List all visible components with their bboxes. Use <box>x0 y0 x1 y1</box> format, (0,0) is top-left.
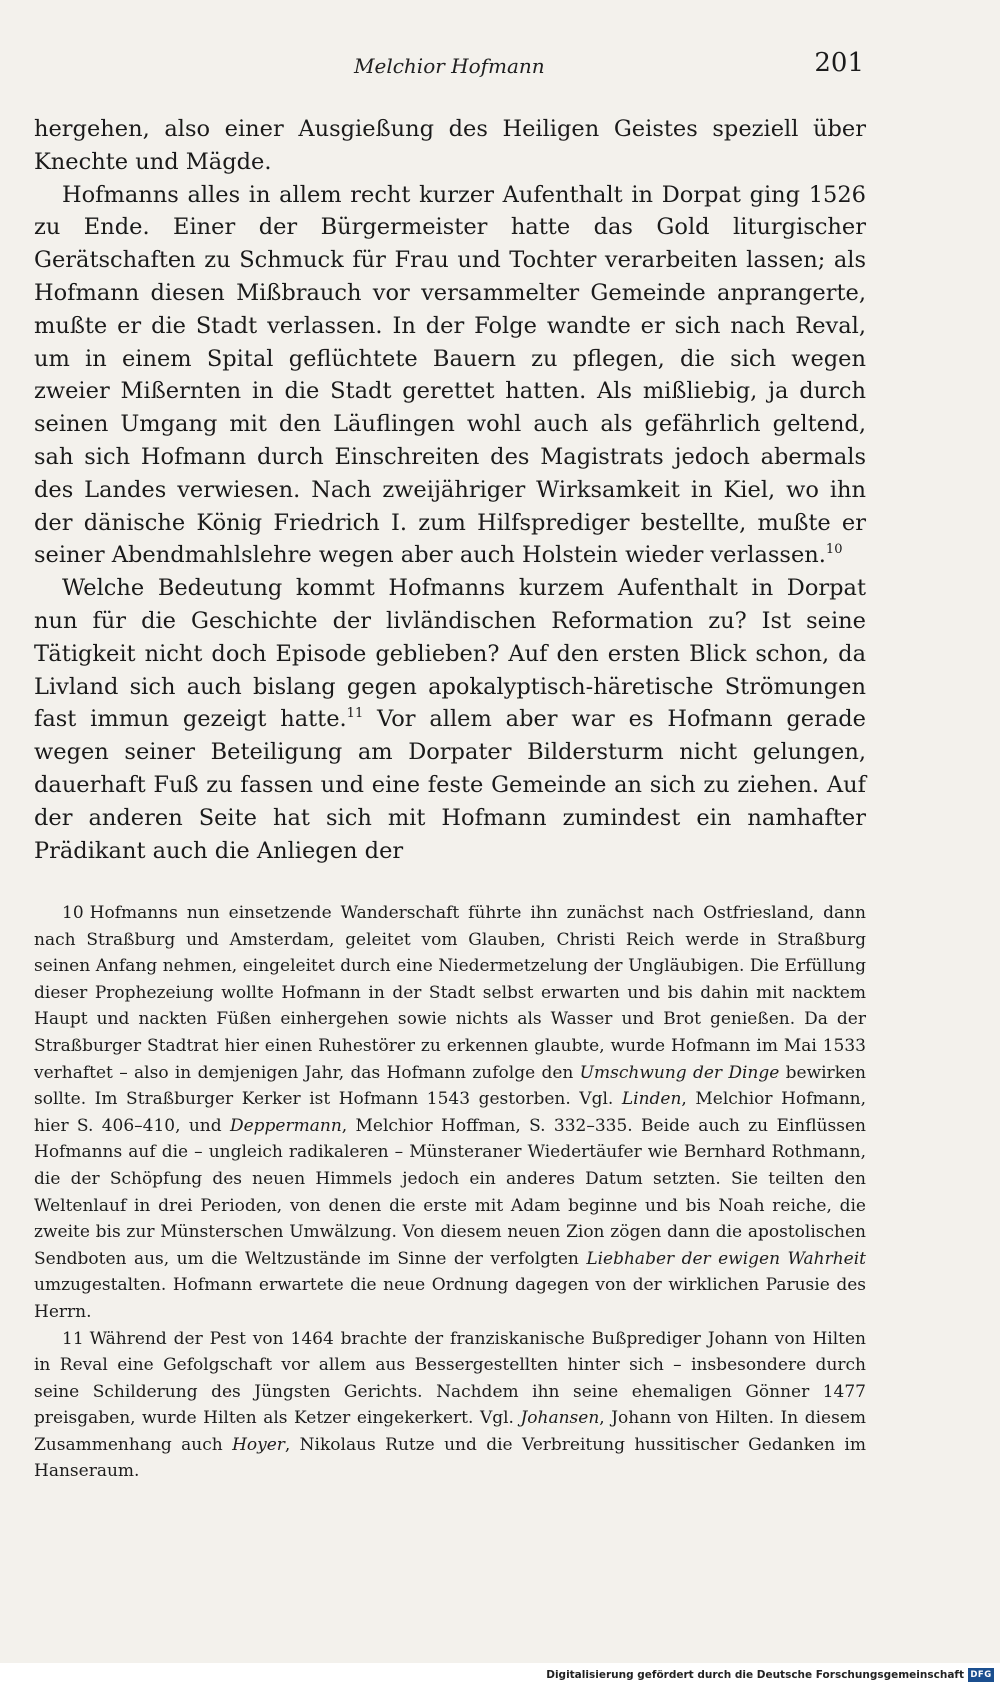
footnote-ref-10: 10 <box>825 542 843 558</box>
footnote-text: Hofmanns nun einsetzende Wanderschaft führte ihn zunächst nach Ostfriesland, dann nach Straßburg und Amsterdam, geleitet vom Glauben, Christi Reich werde in Straßburg seinen Anfang nehmen, eingeleitet durch eine Niedermetzelung der Ungläubigen. Die Erfüllung dieser Prophezeiung wollte Hofmann in der Stadt selbst erwarten und bis dahin mit nacktem Haupt und nackten Füßen einhergehen sowie nichts als Wasser und Brot genießen. Da der Straßburger Stadtrat hier einen Ruhestörer zu erkennen glaubte, wurde Hofmann im Mai 1533 verhaftet – also in demjenigen Jahr, das Hofmann zufolge den <box>34 903 866 1083</box>
dfg-logo-icon: DFG <box>968 1668 994 1682</box>
paragraph-3-text-a: Welche Bedeutung kommt Hofmanns kurzem Aufenthalt in Dorpat nun für die Geschichte der livländischen Reformation zu? Ist seine Tätigkeit nicht doch Episode geblieben? Auf den ersten Blick schon, da Livland sich auch bislang gegen apokalyptisch-häretische Strömungen fast immun gezeigt hatte. <box>34 575 866 733</box>
paragraph-2 <box>34 179 866 573</box>
dfg-funding-notice: Digitalisierung gefördert durch die Deutsche Forschungsgemeinschaft <box>546 1669 964 1681</box>
paragraph-2-text: Hofmanns alles in allem recht kurzer Aufenthalt in Dorpat ging 1526 zu Ende. Einer der Bürgermeister hatte das Gold liturgischer Gerätschaften zu Schmuck für Frau und Tochter verarbeiten lassen; als Hofmann diesen Mißbrauch vor versammelter Gemeinde anprangerte, mußte er die Stadt verlassen. In der Folge wandte er sich nach Reval, um in einem Spital geflüchtete Bauern zu pflegen, die sich wegen zweier Mißernten in die Stadt gerettet hatten. Als mißliebig, ja durch seinen Umgang mit den Läuflingen wohl auch als gefährlich geltend, sah sich Hofmann durch Einschreiten des Magistrats jedoch abermals des Landes verwiesen. Nach zweijähriger Wirksamkeit in Kiel, wo ihn der dänische König Friedrich I. zum Hilfsprediger bestellte, mußte er seiner Abendmahlslehre wegen aber auch Holstein wieder verlassen. <box>34 181 866 569</box>
footnotes <box>34 900 866 1485</box>
footnote-11 <box>34 1326 866 1486</box>
footnote-text: bewirken sollte. Im Straßburger Kerker ist Hofmann 1543 gestorben. Vgl. <box>34 1062 866 1110</box>
footnote-italic-text: Liebhaber der ewigen Wahrheit <box>586 1248 866 1269</box>
footnote-text: , Johann von Hilten. In diesem Zusammenhang auch <box>34 1408 867 1455</box>
paragraph-3-text-b: Vor allem aber war es Hofmann gerade wegen seiner Beteiligung am Dorpater Bildersturm nicht gelungen, dauerhaft Fuß zu fassen und eine feste Gemeinde an sich zu ziehen. Auf der anderen Seite hat sich mit Hofmann zumindest ein namhafter Prädikant auch die Anliegen der <box>34 706 866 864</box>
footnote-10 <box>34 900 866 1326</box>
paragraph-1: hergehen, also einer Ausgießung des Heiligen Geistes speziell über Knechte und Mägde. <box>34 116 866 175</box>
footnote-author-name: Hoyer <box>232 1434 285 1455</box>
paragraph-3 <box>34 572 866 867</box>
footnote-author-name: Deppermann <box>229 1115 342 1136</box>
footnote-text: umzugestalten. Hofmann erwartete die neue Ordnung dagegen von der wirklichen Parusie des Herrn. <box>34 1275 866 1322</box>
footnote-text: , Melchior Hoffman, S. 332–335. Beide auch zu Einflüssen Hofmanns auf die – ungleich radikaleren – Münsteraner Wiedertäufer wie Bernhard Rothmann, die der Schöpfung des neuen Himmels jedoch ein anderes Datum setzten. Sie teilten den Weltenlauf in drei Perioden, von denen die erste mit Adam beginne und bis Noah reiche, die zweite bis zur Münsterschen Umwälzung. Von diesem neuen Zion zögen dann die apostolischen Sendboten aus, um die Weltzustände im Sinne der verfolgten <box>34 1115 866 1269</box>
footnote-number: 10 <box>62 903 84 923</box>
footnote-text: , Melchior Hofmann, hier S. 406–410, und <box>34 1089 866 1136</box>
running-head <box>34 48 864 88</box>
footnote-author-name: Johansen <box>520 1408 600 1429</box>
footnote-text: Während der Pest von 1464 brachte der franziskanische Bußprediger Johann von Hilten in Reval eine Gefolgschaft vor allem aus Bessergestellten hinter sich – insbesondere durch seine Schilderung des Jüngsten Gerichts. Nachdem ihn seine ehemaligen Gönner 1477 preisgaben, wurde Hilten als Ketzer eingekerkert. Vgl. <box>34 1328 866 1429</box>
footnote-italic-text: Umschwung der Dinge <box>579 1062 780 1083</box>
page-number: 201 <box>814 48 864 78</box>
running-title: Melchior Hofmann <box>354 54 545 78</box>
footnote-text: , Nikolaus Rutze und die Verbreitung hussitischer Gedanken im Hanseraum. <box>34 1434 866 1482</box>
main-text <box>34 113 866 867</box>
footnote-author-name: Linden <box>621 1089 682 1110</box>
footnote-number: 11 <box>62 1328 84 1349</box>
dfg-footer-bar <box>0 1663 1000 1689</box>
footnote-ref-11: 11 <box>346 706 364 722</box>
